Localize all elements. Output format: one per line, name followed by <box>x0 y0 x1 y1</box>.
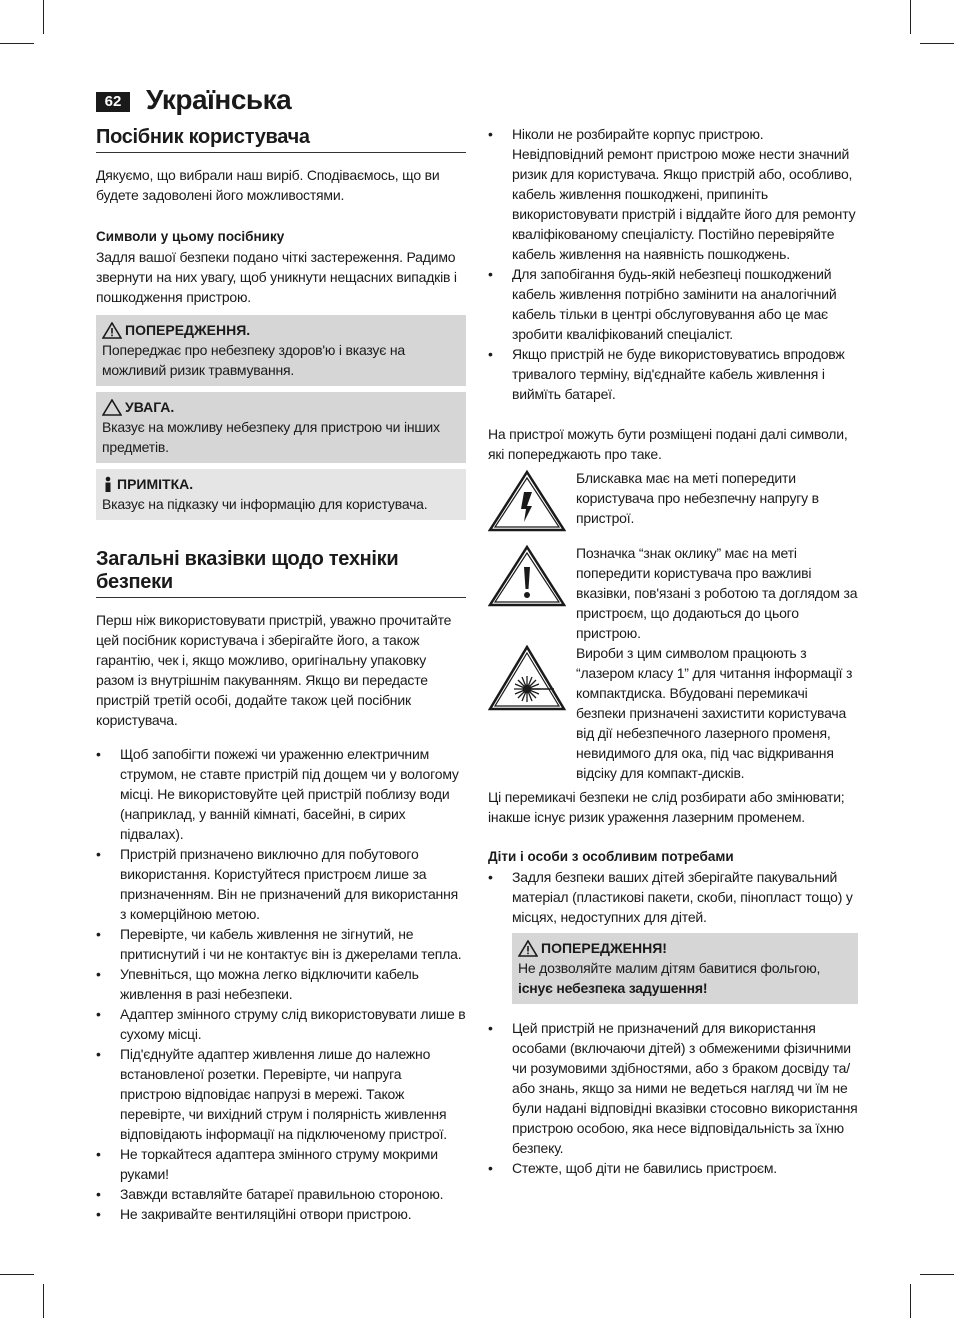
list-item: • Не закривайте вентиляційні отвори пристрою. <box>96 1204 466 1224</box>
safety-intro: Перш ніж використовувати пристрій, уважно прочитайте цей посібник користувача і зберігайте його, а також гарантію, чек і, якщо можливо, оригінальну упаковку разом із внутрішнім пакуванням. Якщо ви передасте пристрій третій особі, додайте також цей посібник користувача. <box>96 612 452 728</box>
list-item: • Упевніться, що можна легко відключити кабель живлення в разі небезпеки. <box>96 964 466 1004</box>
list-item: • Щоб запобігти пожежі чи ураженню електричним струмом, не ставте пристрій під дощем чи у вологому місці. Не використовуйте цей пристрій поблизу води (наприклад, у ванній кімнаті, басейні, в сирих підвалах). <box>96 744 466 844</box>
children-warning-box <box>512 933 858 1004</box>
symbol-lightning-text: Блискавка має на меті попередити користувача про небезпечну напругу в пристрої. <box>576 470 819 526</box>
crop-mark <box>910 1284 911 1318</box>
language-title: Українська <box>146 84 292 115</box>
list-item: • Не торкайтеся адаптера змінного струму мокрими руками! <box>96 1144 466 1184</box>
note-box <box>96 469 466 520</box>
note-text: Вказує на підказку чи інформацію для користувача. <box>102 496 428 512</box>
exclamation-warning-icon <box>488 545 566 607</box>
crop-mark <box>0 43 34 44</box>
list-item: • Перевірте, чи кабель живлення не зігнутий, не притиснутий і чи не контактує він із джерелами тепла. <box>96 924 466 964</box>
symbol-exclamation-row <box>488 543 858 643</box>
warning-box <box>96 315 466 386</box>
right-column <box>488 124 858 1178</box>
list-item: • Ніколи не розбирайте корпус пристрою. Невідповідний ремонт пристрою може нести значний ризик для користувача. Якщо пристрій або, особливо, кабель живлення пошкоджені, припиніть використовувати пристрій і віддайте його для ремонту кваліфікованому спеціалісту. Постійно перевіряйте кабель живлення на наявність пошкоджень. <box>488 124 858 264</box>
list-item: • Під'єднуйте адаптер живлення лише до належно встановленої розетки. Перевірте, чи напруга пристрою відповідає напрузі в мережі. Також перевірте, чи вихідний струм і полярність живлення відповідають інформації на підключеному пристрої. <box>96 1044 466 1144</box>
children-list-2 <box>488 1018 858 1178</box>
laser-warning-paragraph: Ці перемикачі безпеки не слід розбирати або змінювати; інакше існує ризик ураження лазерним променем. <box>488 789 845 825</box>
symbol-laser-row <box>488 643 858 783</box>
caution-triangle-icon <box>102 399 122 416</box>
symbols-heading: Символи у цьому посібнику <box>96 229 285 244</box>
symbol-exclamation-text: Позначка “знак оклику” має на меті попередити користувача про важливі вказівки, пов'язані з роботою та доглядом за пристроєм, що додаються до цього пристрою. <box>576 545 858 641</box>
left-column <box>96 120 466 1224</box>
list-item: • Пристрій призначено виключно для побутового використання. Користуйтеся пристроєм лише за призначенням. Він не призначений для використання з комерційною метою. <box>96 844 466 924</box>
list-item: • Цей пристрій не призначений для використання особами (включаючи дітей) з обмеженими фізичними чи розумовими здібностями, або з браком досвіду та/або знань, якщо за ними не ведеться нагляд чи їм не були надані відповідні вказівки стосовно використання пристрою особою, яка несе відповідальність за їхню безпеку. <box>488 1018 858 1158</box>
symbol-laser-text: Вироби з цим символом працюють з “лазером класу 1” для читання інформації з компактдиска. Вбудовані перемикачі безпеки призначені захистити користувача від дії небезпечного лазерного променя, невидимого для ока, під час відкривання відсіку для компакт-дисків. <box>576 645 853 781</box>
symbol-lightning-row <box>488 468 858 537</box>
intro-paragraph: Дякуємо, що вибрали наш виріб. Сподіваємось, що ви будете задоволені його можливостями. <box>96 167 440 203</box>
crop-mark <box>43 1284 44 1318</box>
crop-mark <box>920 1274 954 1275</box>
safety-list <box>96 744 466 1224</box>
symbols-paragraph: Задля вашої безпеки подано чіткі застереження. Радимо звернути на них увагу, щоб уникнути нещасних випадків і пошкодження пристрою. <box>96 249 457 305</box>
symbols-intro: На пристрої можуть бути розміщені подані далі символи, які попереджають про таке. <box>488 426 848 462</box>
safety-heading: Загальні вказівки щодо техніки безпеки <box>96 542 466 598</box>
crop-mark <box>43 0 44 34</box>
caution-text: Вказує на можливу небезпеку для пристрою чи інших предметів. <box>102 419 440 455</box>
list-item: • Завжди вставляйте батареї правильною стороною. <box>96 1184 466 1204</box>
safety-list-continued <box>488 124 858 404</box>
children-warning-title: ПОПЕРЕДЖЕННЯ! <box>541 940 667 956</box>
guide-heading: Посібник користувача <box>96 120 466 153</box>
info-icon <box>102 476 114 493</box>
lightning-warning-icon <box>488 470 566 532</box>
page-number: 62 <box>96 92 130 112</box>
warning-title: ПОПЕРЕДЖЕННЯ. <box>125 322 251 338</box>
list-item: • Для запобігання будь-якій небезпеці пошкоджений кабель живлення потрібно замінити на аналогічний кабель тільки в центрі обслуговування або це має зробити кваліфікований спеціаліст. <box>488 264 858 344</box>
children-heading: Діти і особи з особливим потребами <box>488 849 734 864</box>
children-list <box>488 867 858 927</box>
warning-text: Попереджає про небезпеку здоров'ю і вказує на можливий ризик травмування. <box>102 342 405 378</box>
caution-box <box>96 392 466 463</box>
list-item: • Якщо пристрій не буде використовуватись впродовж тривалого терміну, від'єднайте кабель живлення і виймїть батареї. <box>488 344 858 404</box>
list-item: • Стежте, щоб діти не бавились пристроєм. <box>488 1158 858 1178</box>
warning-triangle-icon <box>518 940 538 957</box>
warning-triangle-icon <box>102 322 122 339</box>
crop-mark <box>920 43 954 44</box>
list-item: • Задля безпеки ваших дітей зберігайте пакувальний матеріал (пластикові пакети, скоби, пінопласт тощо) у місцях, недоступних для дітей. <box>488 867 858 927</box>
crop-mark <box>910 0 911 34</box>
caution-title: УВАГА. <box>125 399 175 415</box>
note-title: ПРИМІТКА. <box>117 476 194 492</box>
children-warning-bold: існує небезпека задушення! <box>518 980 708 996</box>
crop-mark <box>0 1274 34 1275</box>
laser-warning-icon <box>488 645 566 711</box>
children-warning-text: Не дозволяйте малим дітям бавитися фольгою, <box>518 960 821 976</box>
list-item: • Адаптер змінного струму слід використовувати лише в сухому місці. <box>96 1004 466 1044</box>
